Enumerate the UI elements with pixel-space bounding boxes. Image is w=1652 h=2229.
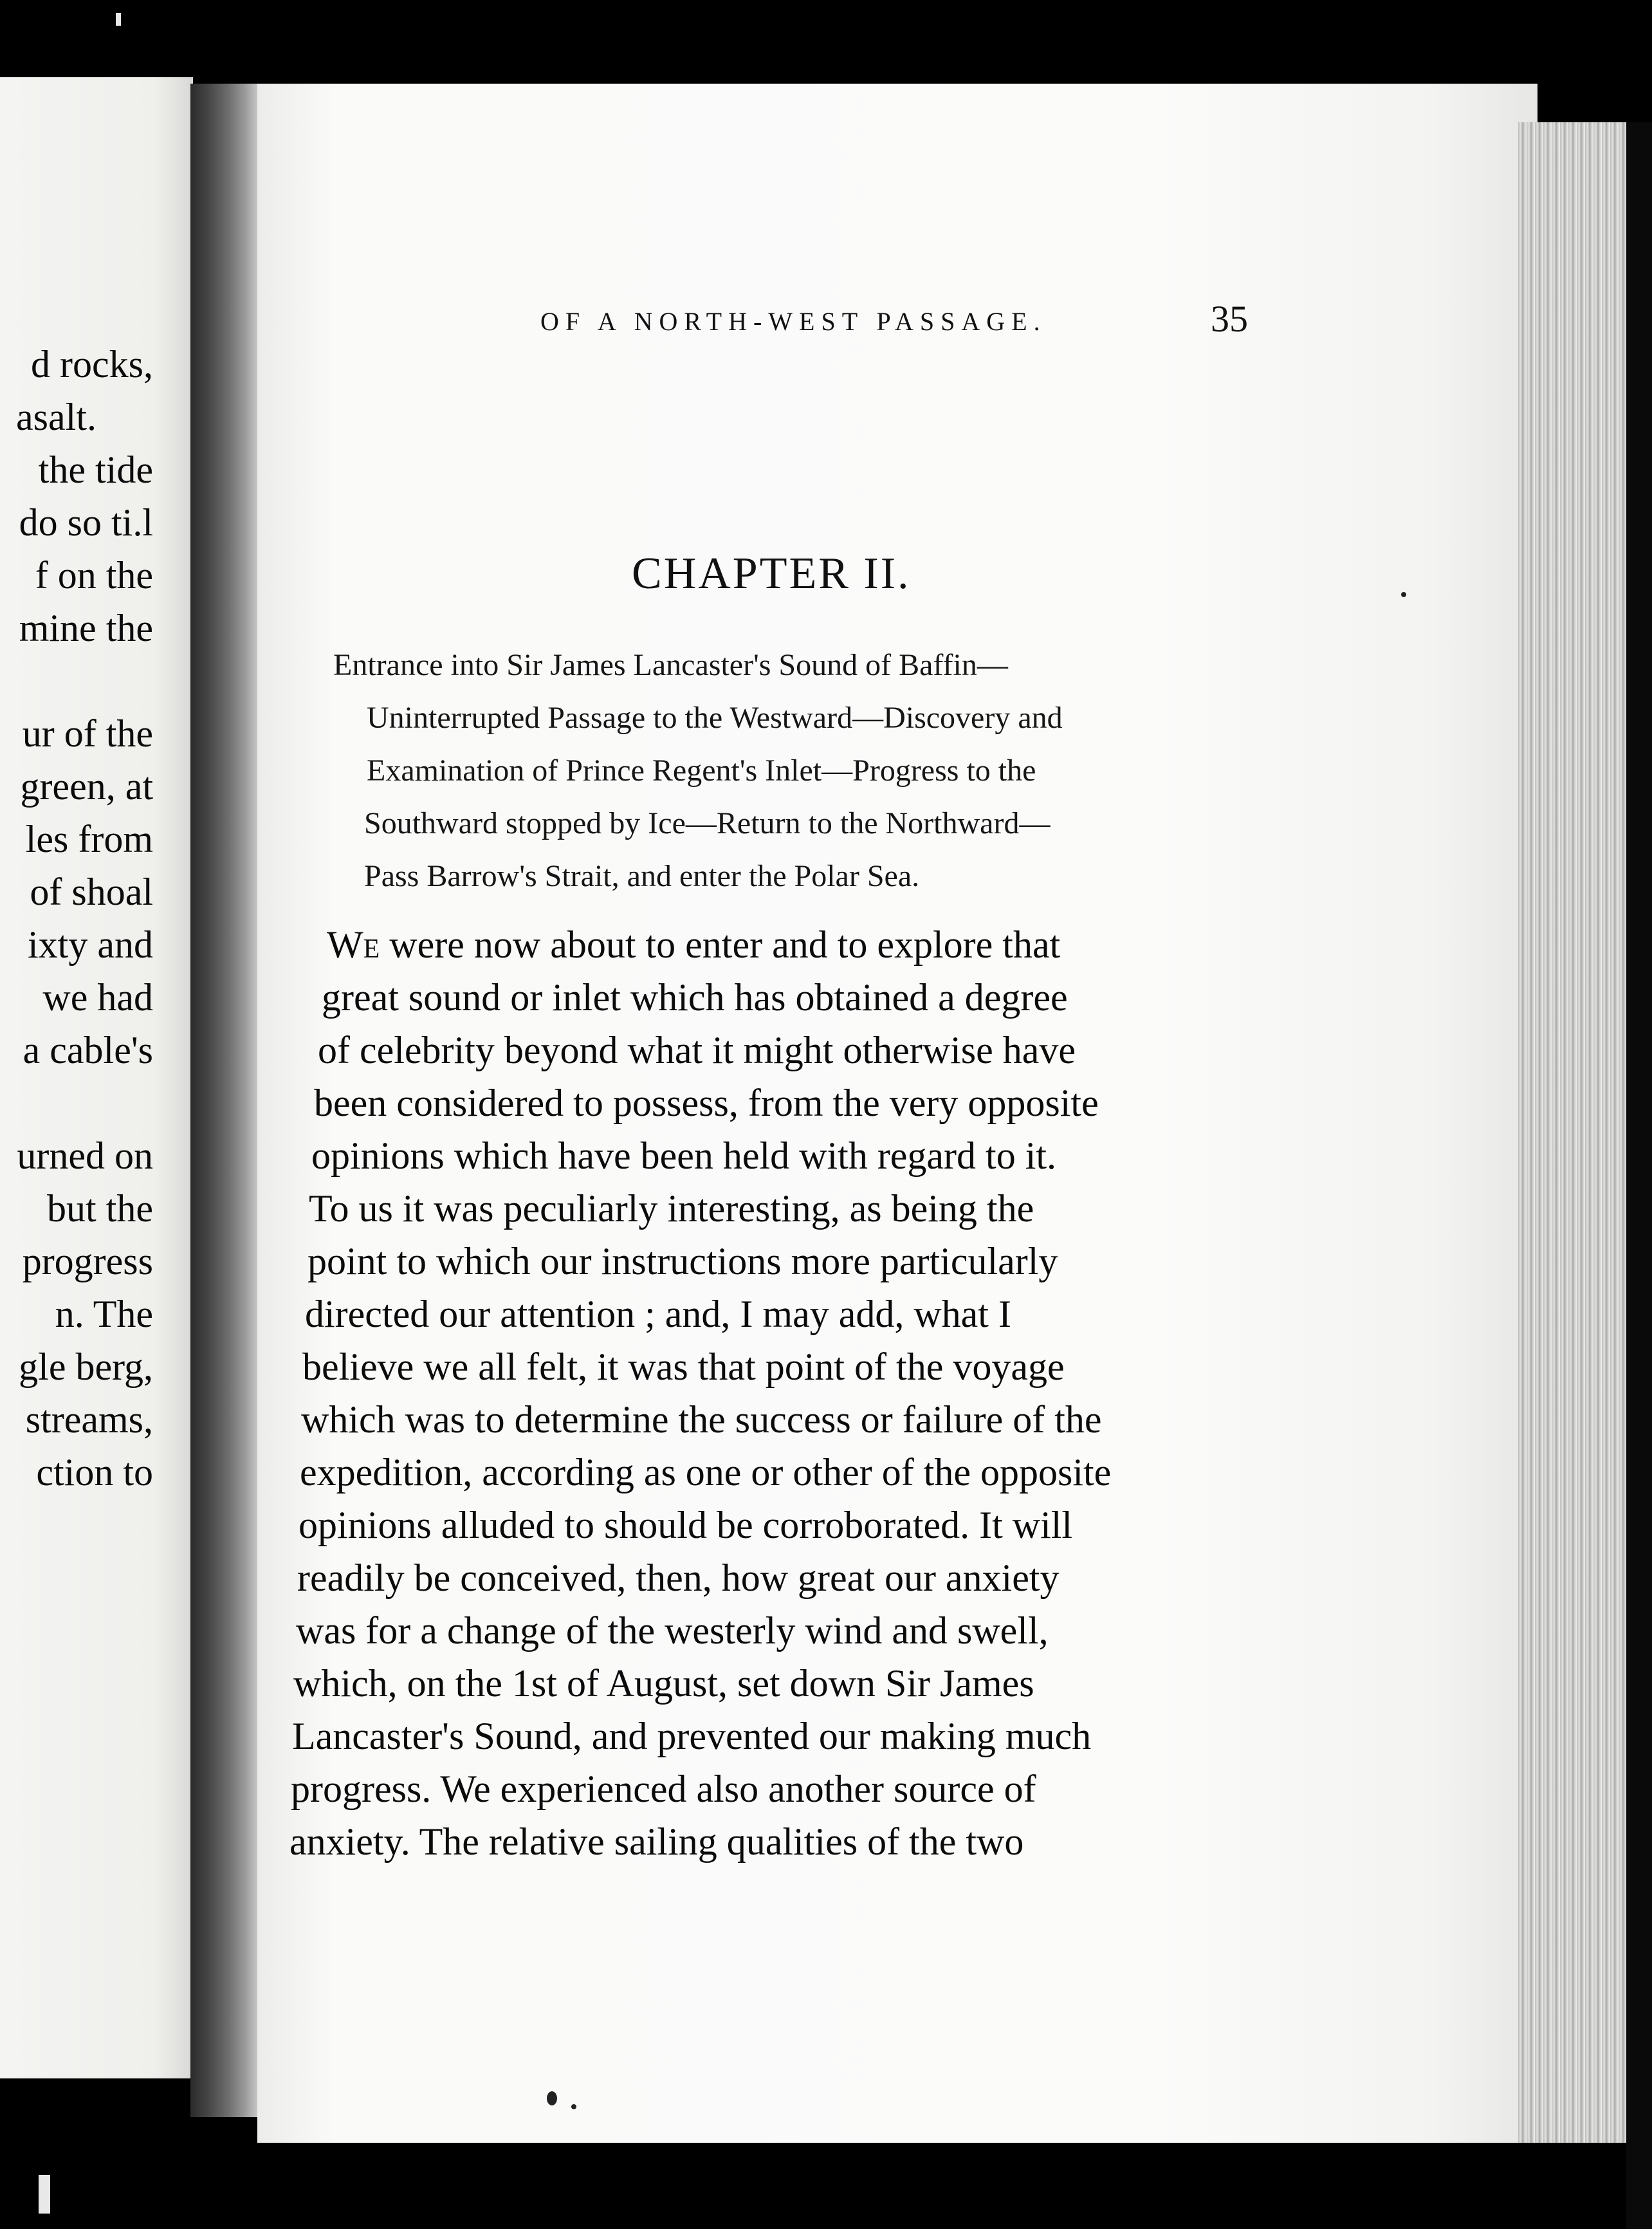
left-line: streams,: [25, 1398, 153, 1441]
left-line: we had: [42, 976, 153, 1019]
body-line: To us it was peculiarly interesting, as being the: [309, 1187, 1034, 1230]
page-edges-shadow: [1626, 122, 1652, 2229]
left-line: ction to: [36, 1451, 153, 1494]
ink-speck: [547, 2091, 557, 2105]
left-line: of shoal: [30, 871, 153, 913]
summary-line: Examination of Prince Regent's Inlet—Progress to the: [367, 754, 1036, 788]
body-line: which was to determine the success or failure of the: [301, 1398, 1102, 1441]
running-head: OF A NORTH-WEST PASSAGE.: [540, 307, 1047, 336]
body-line: was for a change of the westerly wind and swell,: [296, 1609, 1049, 1652]
scan-mark: [39, 2175, 50, 2214]
body-line: expedition, according as one or other of the opposite: [300, 1451, 1112, 1494]
summary-line: Uninterrupted Passage to the Westward—Discovery and: [367, 701, 1063, 735]
body-line: progress. We experienced also another source of: [291, 1768, 1036, 1810]
body-line: great sound or inlet which has obtained a degree: [322, 976, 1068, 1019]
left-line: green, at: [20, 765, 153, 808]
body-line: of celebrity beyond what it might otherwise have: [318, 1029, 1076, 1071]
page-number: 35: [1211, 298, 1248, 340]
ink-speck: [571, 2104, 576, 2109]
left-line: f on the: [35, 554, 153, 597]
body-line: readily be conceived, then, how great our anxiety: [297, 1557, 1060, 1599]
body-line: Lancaster's Sound, and prevented our making much: [292, 1715, 1092, 1757]
summary-line: Pass Barrow's Strait, and enter the Polar Sea.: [364, 859, 920, 893]
body-line: directed our attention ; and, I may add, what I: [305, 1293, 1011, 1335]
left-line: asalt.: [16, 396, 96, 438]
left-line: gle berg,: [19, 1346, 153, 1388]
left-line: ur of the: [22, 712, 153, 755]
body-line: point to which our instructions more particularly: [307, 1240, 1058, 1282]
summary-line: Southward stopped by Ice—Return to the Northward—: [364, 806, 1051, 840]
left-line: urned on: [17, 1134, 153, 1177]
first-line-rest: were now about to enter and to explore that: [380, 923, 1061, 966]
left-line: but the: [47, 1187, 153, 1230]
ink-speck: [1401, 592, 1406, 597]
body-line: believe we all felt, it was that point of the voyage: [302, 1346, 1065, 1388]
left-line: d rocks,: [31, 343, 153, 385]
left-line: ixty and: [28, 923, 153, 966]
body-line: been considered to possess, from the very opposite: [314, 1082, 1099, 1124]
body-line: which, on the 1st of August, set down Sir James: [293, 1662, 1034, 1705]
summary-line: Entrance into Sir James Lancaster's Sound of Baffin—: [333, 648, 1008, 682]
body-line: opinions alluded to should be corroborated. It will: [298, 1504, 1073, 1546]
left-line: a cable's: [23, 1029, 153, 1071]
left-line: les from: [25, 818, 153, 860]
left-page-fragment: [0, 77, 193, 2078]
body-line: anxiety. The relative sailing qualities of the two: [289, 1820, 1024, 1863]
body-line-first: [327, 925, 1060, 964]
page-edges: [1518, 122, 1629, 2143]
body-line: opinions which have been held with regard to it.: [311, 1134, 1057, 1177]
left-line: the tide: [38, 449, 153, 491]
left-line: mine the: [19, 607, 153, 649]
scan-mark: [116, 13, 121, 26]
left-line: n. The: [55, 1293, 153, 1335]
left-line: progress: [22, 1240, 153, 1282]
left-line: do so ti.l: [19, 501, 153, 544]
chapter-title: CHAPTER II.: [632, 549, 911, 598]
drop-word: We: [327, 923, 380, 966]
